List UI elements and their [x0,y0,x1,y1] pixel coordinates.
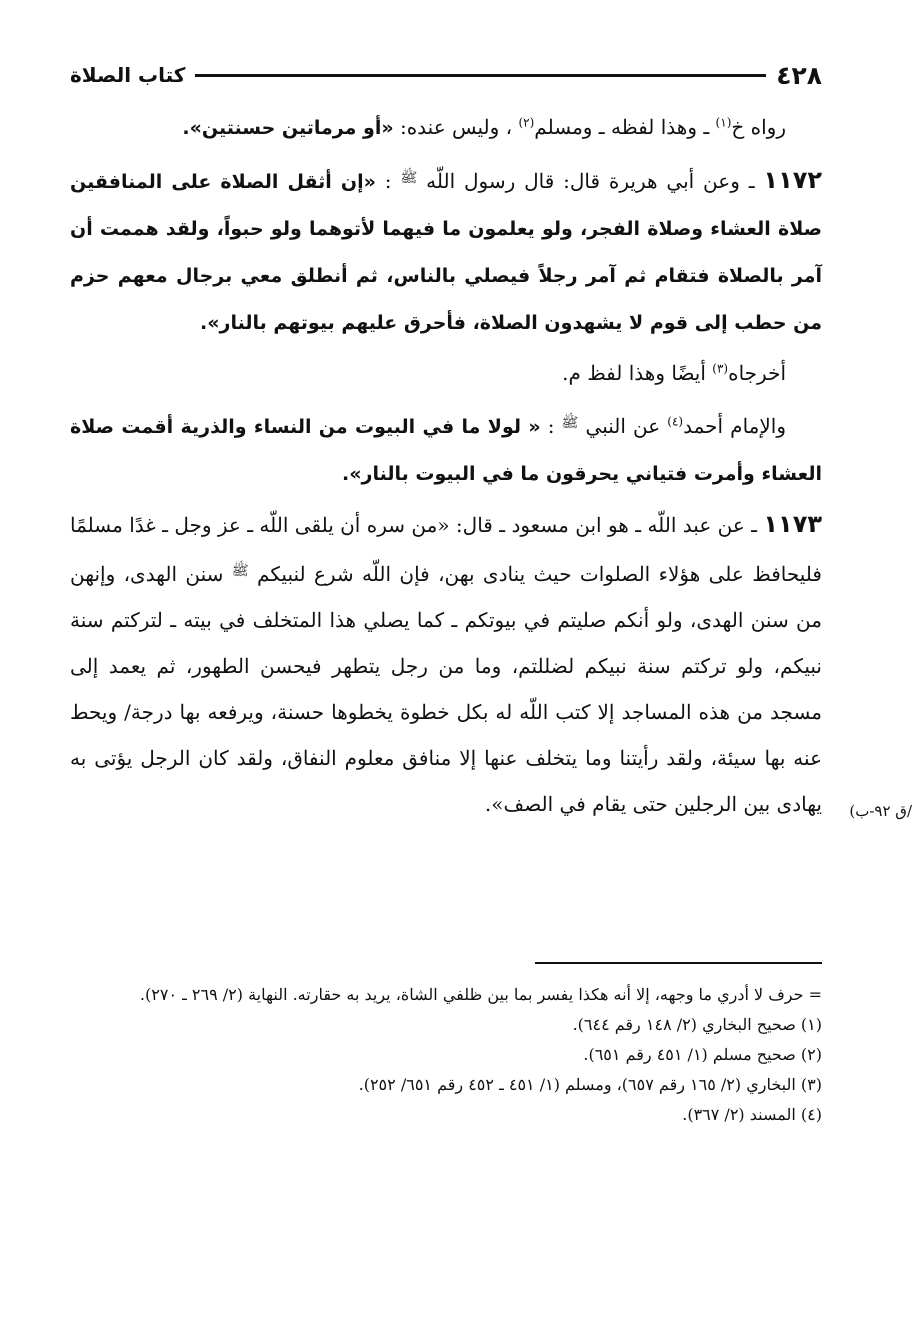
text-segment: ـ وهذا لفظه ـ ومسلم [534,115,716,139]
footnote-4: (٤) المسند (٢/ ٣٦٧). [682,1105,822,1124]
text-segment: ، وليس عنده: [393,115,519,139]
hadith-1172 [70,155,822,346]
salawat-honorific: ﷺ [231,563,249,579]
footnote-ref-3[interactable]: (٣) [712,361,729,376]
text-segment: رواه خ [731,115,786,139]
page-header [70,58,822,92]
salawat-honorific: ﷺ [561,415,579,431]
text-segment: سنن الهدى، وإنهن من سنن الهدى، ولو أنكم صليتم في بيوتكم ـ كما يصلي هذا المتخلف في بيته ـ لتركتم سنة نبيكم، ولو تركتم سنة نبيكم لضللتم، وما من رجل يتطهر فيحسن الطهور، ثم يعمد إلى مسجد من هذه المساجد إلا كتب اللّه له بكل خطوة يخطوها حسنة، ويرفعه بها درجة/ ويحط عنه بها سيئة، ولقد رأيتنا وما يتخلف عنها إلا منافق معلوم النفاق، ولقد كان الرجل يؤتى به يهادى بين الرجلين حتى يقام في الصف». [70,562,823,816]
hadith-1173 [70,501,822,827]
text-segment: : [375,169,401,193]
footnotes [70,980,822,1130]
text-segment: عن النبي [578,414,668,438]
text-segment: ـ وعن أبي هريرة قال: قال رسول اللّه [417,169,764,193]
paragraph-takhrij [70,350,822,396]
header-rule [195,74,766,77]
hadith-quote: «إن أثقل الصلاة على المنافقين صلاة العشاء وصلاة الفجر، ولو يعلمون ما فيهما لأتوهما ولو حبواً، ولقد هممت أن آمر بالصلاة فتقام ثم آمر رجلاً فيصلي بالناس، ثم أنطلق معي برجال معهم حزم من حطب إلى قوم لا يشهدون الصلاة، فأحرق عليهم بيوتهم بالنار». [70,171,822,334]
footnote-3: (٣) البخاري (٢/ ١٦٥ رقم ٦٥٧)، ومسلم (١/ ٤٥١ ـ ٤٥٢ رقم ٦٥١/ ٢٥٢). [358,1075,822,1094]
footnote-ref-1[interactable]: (١) [715,115,732,130]
salawat-honorific: ﷺ [400,170,418,186]
running-title: كتاب الصلاة [70,63,186,87]
hadith-number: ١١٧٣ [763,510,822,538]
text-segment: أخرجاه [728,361,786,385]
text-segment: ـ عن عبد اللّه ـ هو ابن مسعود ـ قال: «من سره أن يلقى اللّه ـ عز وجل ـ غدًا مسلمًا فليحافظ على هؤلاء الصلوات حيث ينادى بهن، فإن اللّه شرع لنبيكم [70,513,822,586]
footnote-continuation: = حرف لا أدري ما وجهه، إلا أنه هكذا يفسر بما بين ظلفي الشاة، يريد به حقارته. النهاية (٢/ ٢٦٩ ـ ٢٧٠). [139,985,822,1004]
hadith-quote: « لولا ما في البيوت من النساء والذرية أقمت صلاة العشاء وأمرت فتياني يحرقون ما في البيوت بالنار». [70,416,822,485]
footnote-1: (١) صحيح البخاري (٢/ ١٤٨ رقم ٦٤٤). [572,1015,822,1034]
text-segment: والإمام أحمد [683,414,786,438]
footnote-2: (٢) صحيح مسلم (١/ ٤٥١ رقم ٦٥١). [583,1045,822,1064]
footnote-ref-2[interactable]: (٢) [518,115,535,130]
text-segment: : [540,414,562,438]
footnote-separator [535,962,822,964]
hadith-number: ١١٧٢ [763,166,823,194]
text-segment: أيضًا وهذا لفظ م. [562,361,713,385]
paragraph-ahmad [70,400,822,497]
footnote-ref-4[interactable]: (٤) [667,414,684,429]
page-number: ٤٢٨ [776,60,822,90]
main-text [70,104,822,827]
hadith-quote: «أو مرماتين حسنتين». [182,117,394,139]
paragraph-riwayah [70,104,822,151]
manuscript-folio-note: /ق ٩٢-ب) [849,802,912,820]
